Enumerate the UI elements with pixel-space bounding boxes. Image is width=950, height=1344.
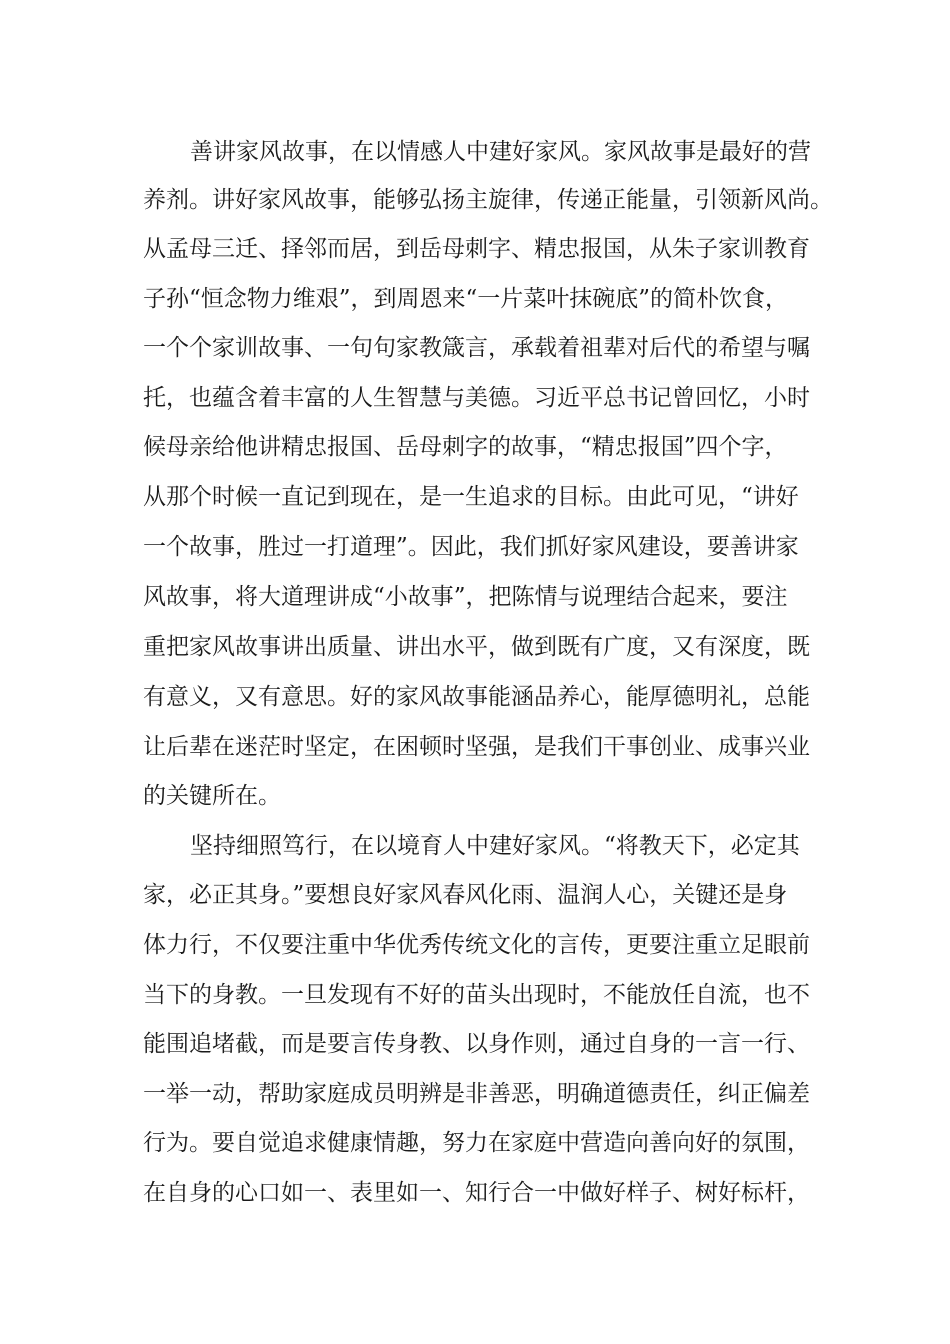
paragraph-1-line-1: 善讲家风故事，在以情感人中建好家风。家风故事是最好的营 <box>190 139 811 165</box>
paragraph-1-line-11: 重把家风故事讲出质量、讲出水平，做到既有广度，又有深度，既 <box>143 634 810 660</box>
paragraph-2-line-6: 一举一动，帮助家庭成员明辨是非善恶，明确道德责任，纠正偏差 <box>143 1081 810 1107</box>
paragraph-1-line-13: 让后辈在迷茫时坚定，在困顿时坚强，是我们干事创业、成事兴业 <box>143 734 810 760</box>
paragraph-1-line-14: 的关键所在。 <box>143 783 281 809</box>
paragraph-2-line-4: 当下的身教。一旦发现有不好的苗头出现时，不能放任自流，也不 <box>143 982 810 1008</box>
paragraph-1-line-9: 一个故事，胜过一打道理”。因此，我们抓好家风建设，要善讲家 <box>143 534 799 560</box>
paragraph-2-line-8: 在自身的心口如一、表里如一、知行合一中做好样子、树好标杆， <box>143 1180 810 1206</box>
paragraph-2-line-1: 坚持细照笃行，在以境育人中建好家风。“将教天下，必定其 <box>190 833 800 859</box>
paragraph-1-line-3: 从孟母三迁、择邻而居，到岳母刺字、精忠报国，从朱子家训教育 <box>143 236 810 262</box>
paragraph-2-line-5: 能围追堵截，而是要言传身教、以身作则，通过自身的一言一行、 <box>143 1031 810 1057</box>
paragraph-2-line-2: 家，必正其身。”要想良好家风春风化雨、温润人心，关键还是身 <box>143 882 788 908</box>
paragraph-1-line-8: 从那个时候一直记到现在，是一生追求的目标。由此可见，“讲好 <box>143 484 799 510</box>
paragraph-1-line-12: 有意义，又有意思。好的家风故事能涵品养心，能厚德明礼，总能 <box>143 684 810 710</box>
paragraph-1-line-6: 托，也蕴含着丰富的人生智慧与美德。习近平总书记曾回忆，小时 <box>143 385 810 411</box>
paragraph-1-line-5: 一个个家训故事、一句句家教箴言，承载着祖辈对后代的希望与嘱 <box>143 335 810 361</box>
paragraph-2-line-7: 行为。要自觉追求健康情趣，努力在家庭中营造向善向好的氛围， <box>143 1130 810 1156</box>
paragraph-1-line-4: 子孙“恒念物力维艰”，到周恩来“一片菜叶抹碗底”的简朴饮食， <box>143 286 789 312</box>
paragraph-2-line-3: 体力行，不仅要注重中华优秀传统文化的言传，更要注重立足眼前 <box>143 932 810 958</box>
paragraph-1-line-10: 风故事，将大道理讲成“小故事”，把陈情与说理结合起来，要注 <box>143 584 788 610</box>
paragraph-1-line-2: 养剂。讲好家风故事，能够弘扬主旋律，传递正能量，引领新风尚。 <box>143 187 833 213</box>
paragraph-1-line-7: 候母亲给他讲精忠报国、岳母刺字的故事，“精忠报国”四个字， <box>143 434 788 460</box>
